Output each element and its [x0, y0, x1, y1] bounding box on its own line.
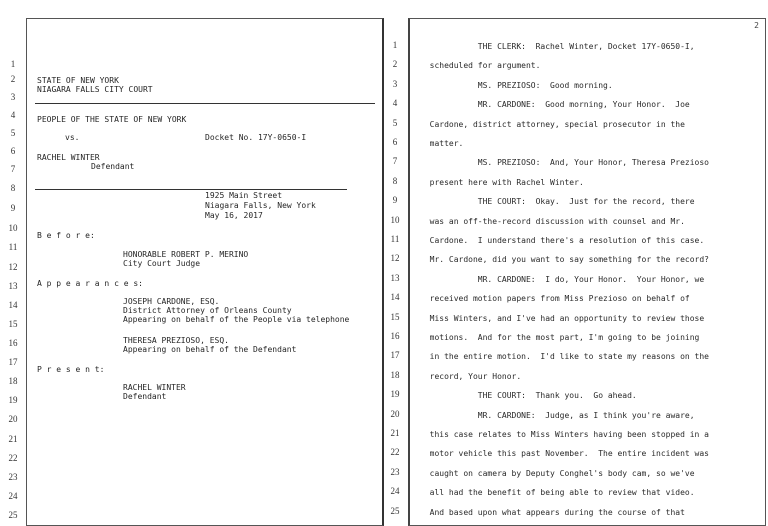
right-line-number: 13: [390, 272, 400, 283]
right-line-number: 17: [390, 350, 400, 361]
right-line-number: 2: [392, 59, 398, 70]
transcript-line: And based upon what appears during the course of that: [420, 507, 685, 517]
transcript-line: was an off-the-record discussion with counsel and Mr.: [420, 216, 685, 226]
present-name: RACHEL WINTER: [123, 383, 186, 392]
left-line-number: 25: [8, 510, 18, 520]
left-line-number: 6: [10, 146, 16, 156]
appearance-2-role: Appearing on behalf of the Defendant: [123, 345, 297, 354]
transcript-line: THE COURT: Okay. Just for the record, there: [420, 197, 695, 207]
transcript-line: MR. CARDONE: Judge, as I think you're aware,: [420, 410, 695, 420]
defendant-label: Defendant: [91, 162, 135, 171]
right-line-number: 3: [392, 78, 398, 89]
appearances-label: A p p e a r a n c e s:: [37, 279, 143, 288]
caption-top-rule: [35, 103, 375, 104]
right-line-number: 5: [392, 117, 398, 128]
judge-name: HONORABLE ROBERT P. MERINO: [123, 250, 249, 259]
left-line-number: 20: [8, 414, 18, 424]
transcript-line: caught on camera by Deputy Conghel's body cam, so we've: [420, 468, 695, 478]
caption-bottom-rule: [35, 189, 347, 190]
left-line-number: 19: [8, 395, 18, 405]
address-line-1: 1925 Main Street: [205, 191, 283, 200]
left-line-number-gutter: [0, 0, 26, 526]
right-line-number: 19: [390, 389, 400, 400]
right-line-number: 12: [390, 253, 400, 264]
right-line-number: 21: [390, 428, 400, 438]
transcript-line: in the entire motion. I'd like to state my reasons on the: [420, 352, 709, 362]
right-line-number: 8: [392, 175, 398, 186]
left-line-number: 12: [8, 262, 18, 272]
left-line-number: 3: [10, 92, 16, 102]
right-line-number: 18: [390, 369, 400, 380]
right-line-number: 10: [390, 214, 400, 225]
transcript-line: received motion papers from Miss Prezioso on behalf of: [420, 294, 690, 304]
page-number: 2: [754, 21, 759, 30]
transcript-line: motions. And for the most part, I'm going to be joining: [420, 333, 700, 342]
transcript-line: record, Your Honor.: [420, 371, 522, 381]
left-line-number: 22: [8, 453, 18, 463]
transcript-cover-page: [26, 18, 384, 526]
header-court: NIAGARA FALLS CITY COURT: [37, 85, 153, 94]
left-line-number: 14: [8, 300, 18, 310]
hearing-date: May 16, 2017: [205, 211, 263, 220]
left-line-number: 9: [10, 203, 16, 213]
left-line-number: 18: [8, 376, 18, 386]
appearance-2-name: THERESA PREZIOSO, ESQ.: [123, 336, 229, 345]
judge-title: City Court Judge: [123, 259, 201, 268]
transcript-line: Mr. Cardone, did you want to say something for the record?: [420, 255, 709, 265]
left-line-number: 23: [8, 472, 18, 482]
right-line-number: 1: [392, 40, 398, 50]
right-line-number: 15: [390, 311, 400, 322]
left-line-number: 7: [10, 164, 16, 174]
caption-people: PEOPLE OF THE STATE OF NEW YORK: [37, 115, 187, 124]
transcript-line: Cardone, district attorney, special prosecutor in the: [420, 119, 685, 129]
transcript-line: this case relates to Miss Winters having been stopped in a: [420, 430, 709, 439]
appearance-1-role: Appearing on behalf of the People via telephone: [123, 315, 350, 324]
right-line-number: 22: [390, 447, 400, 458]
transcript-line: matter.: [420, 139, 464, 148]
before-label: B e f o r e:: [37, 231, 95, 240]
left-line-number: 13: [8, 281, 18, 291]
transcript-line: THE COURT: Thank you. Go ahead.: [420, 391, 637, 401]
transcript-page-2: [408, 18, 766, 526]
left-line-number: 16: [8, 338, 18, 348]
left-line-number: 11: [8, 242, 18, 252]
right-line-number: 4: [392, 98, 398, 109]
left-line-number: 4: [10, 110, 16, 120]
transcript-line: scheduled for argument.: [420, 61, 541, 71]
transcript-line: Cardone. I understand there's a resolution of this case.: [420, 236, 705, 245]
address-line-2: Niagara Falls, New York: [205, 201, 316, 210]
transcript-line: MS. PREZIOSO: Good morning.: [420, 80, 613, 90]
right-line-number: 7: [392, 156, 398, 167]
appearance-1-title: District Attorney of Orleans County: [123, 306, 292, 315]
left-line-number: 21: [8, 434, 18, 444]
left-line-number: 17: [8, 357, 18, 367]
right-line-number: 24: [390, 486, 400, 497]
defendant-name: RACHEL WINTER: [37, 153, 100, 162]
transcript-line: MR. CARDONE: Good morning, Your Honor. Joe: [420, 100, 690, 110]
transcript-line: present here with Rachel Winter.: [420, 177, 584, 187]
transcript-line: MR. CARDONE: I do, Your Honor. Your Honor, we: [420, 274, 705, 284]
right-line-number: 9: [392, 195, 398, 206]
left-line-number: 2: [10, 74, 16, 84]
left-line-number: 8: [10, 183, 16, 193]
right-line-number: 11: [390, 234, 400, 244]
right-line-number: 25: [390, 505, 400, 516]
present-label: P r e s e n t:: [37, 365, 105, 374]
left-line-number: 15: [8, 319, 18, 329]
left-line-number: 24: [8, 491, 18, 501]
right-line-number: 23: [390, 466, 400, 477]
transcript-line: motor vehicle this past November. The entire incident was: [420, 449, 709, 459]
appearance-1-name: JOSEPH CARDONE, ESQ.: [123, 297, 220, 306]
right-line-number: 16: [390, 331, 400, 341]
caption-vs: vs.: [65, 133, 80, 142]
docket-number: Docket No. 17Y-0650-I: [205, 133, 307, 142]
transcript-line: Miss Winters, and I've had an opportunity to review those: [420, 313, 705, 323]
left-line-number: 10: [8, 223, 18, 233]
transcript-line: THE CLERK: Rachel Winter, Docket 17Y-0650-I,: [420, 42, 695, 51]
present-role: Defendant: [123, 392, 167, 401]
right-line-number-gutter: [384, 0, 408, 526]
left-line-number: 5: [10, 128, 16, 138]
right-line-number: 14: [390, 292, 400, 303]
transcript-line: all had the benefit of being able to review that video.: [420, 488, 695, 498]
transcript-line: MS. PREZIOSO: And, Your Honor, Theresa Prezioso: [420, 158, 709, 168]
left-line-number: 1: [10, 59, 16, 69]
header-state: STATE OF NEW YORK: [37, 76, 119, 85]
right-line-number: 6: [392, 137, 398, 147]
right-line-number: 20: [390, 408, 400, 419]
